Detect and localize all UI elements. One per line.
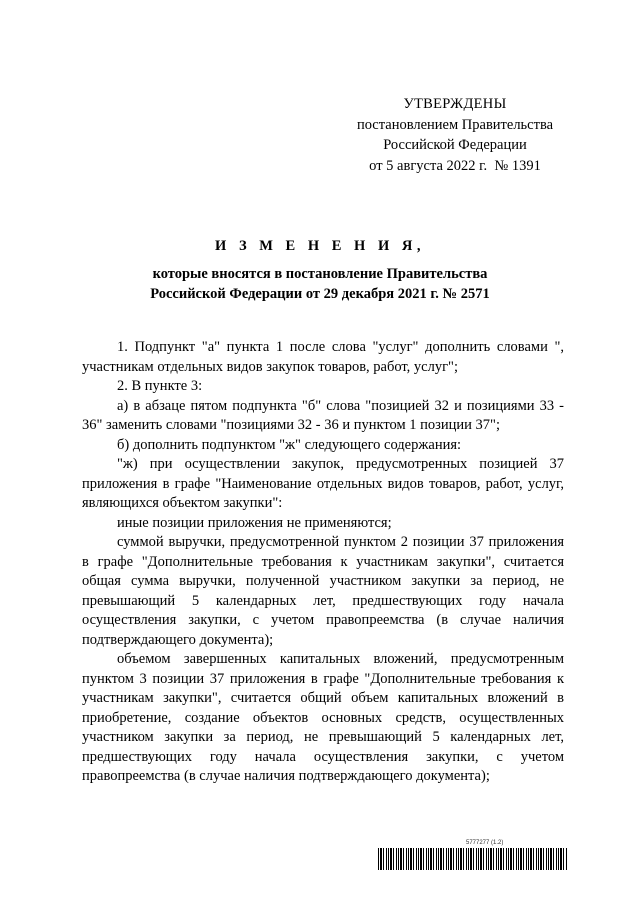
paragraph-3: а) в абзаце пятом подпункта "б" слова "позицией 32 и позициями 33 - 36" заменить словами "позициями 32 - 36 и пунктом 1 позиции 37"; xyxy=(82,397,564,433)
paragraph-4: б) дополнить подпунктом "ж" следующего содержания: xyxy=(117,436,462,453)
paragraph-7: суммой выручки, предусмотренной пунктом 2 позиции 37 приложения в графе "Дополнительные требования к участникам закупки", считается общая сумма выручки, полученной участником закупки за период, не превышающий 5 календарных лет, предшествующих году начала осуществления закупки, с учетом правопреемства (в случае наличия подтверждающего документа); xyxy=(82,534,564,648)
paragraph-8: объемом завершенных капитальных вложений, предусмотренным пунктом 3 позиции 37 приложения в графе "Дополнительные требования к участникам закупки", считается общий объем капитальных вложений в приобретение, создание объектов основных средств, осуществленных участником закупки за период, не превышающий 5 календарных лет, предшествующих году начала осуществления закупки, с учетом правопреемства (в случае наличия подтверждающего документа); xyxy=(82,651,564,784)
approval-heading: УТВЕРЖДЕНЫ xyxy=(403,96,507,112)
approval-line-1: постановлением Правительства xyxy=(356,116,554,133)
document-title: И З М Е Н Е Н И Я, xyxy=(215,238,425,254)
document-body xyxy=(82,338,564,787)
barcode xyxy=(378,848,568,870)
approval-block xyxy=(330,94,580,176)
approval-date-line: от 5 августа 2022 г. № 1391 xyxy=(369,157,541,174)
paragraph-1: 1. Подпункт "а" пункта 1 после слова "услуг" дополнить словами ", участникам отдельных видов закупок товаров, работ, услуг"; xyxy=(82,339,564,375)
paragraph-5: "ж) при осуществлении закупок, предусмотренных позицией 37 приложения в графе "Наименование отдельных видов товаров, работ, услуг, являющихся объектом закупки": xyxy=(82,456,564,511)
paragraph-6: иные позиции приложения не применяются; xyxy=(117,514,392,531)
subtitle-line-1: которые вносятся в постановление Правительства xyxy=(152,266,488,282)
approval-line-2: Российской Федерации xyxy=(383,137,527,153)
document-code: 5777277 (1.2) xyxy=(466,840,504,846)
document-subtitle xyxy=(100,265,540,304)
subtitle-line-2: Российской Федерации от 29 декабря 2021 г. № 2571 xyxy=(150,285,490,302)
paragraph-2: 2. В пункте 3: xyxy=(117,378,203,394)
